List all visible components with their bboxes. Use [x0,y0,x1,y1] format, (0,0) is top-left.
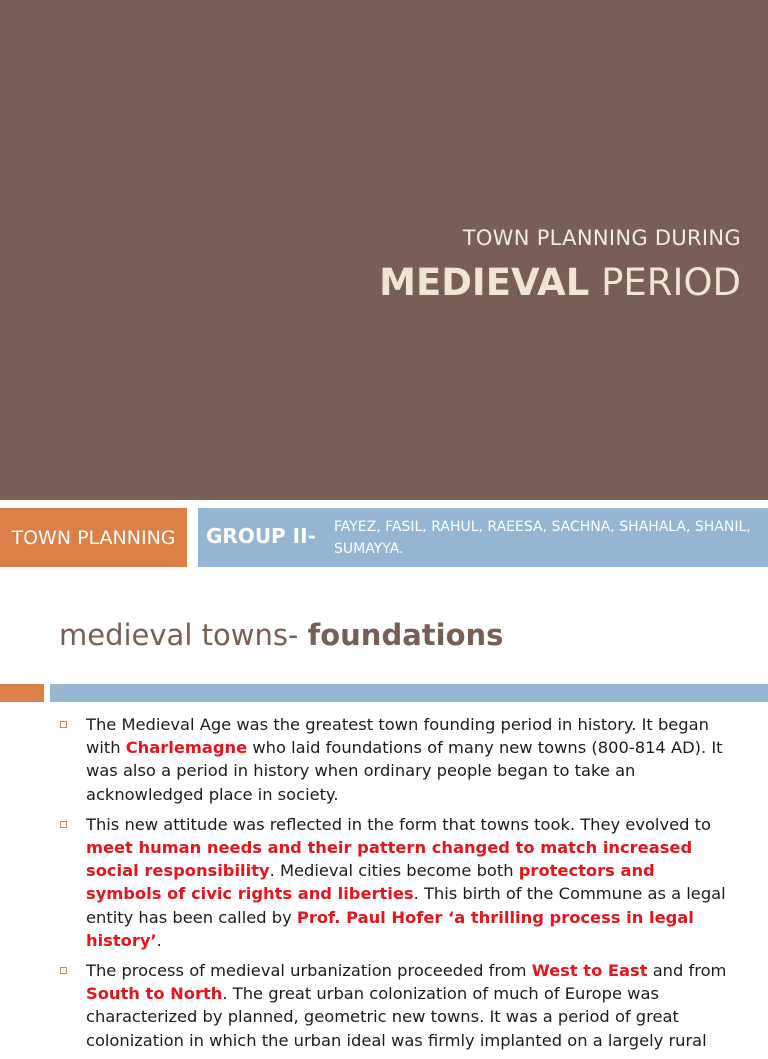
bullet-text: . The great urban colonization of much of Europe was characterized by planned, geometric new towns. It was a period of great colonization in which the urban ideal was firmly implanted on a largely rural [86,984,707,1050]
slide-title [379,261,741,304]
section-heading [59,618,503,652]
square-bullet-icon [60,967,67,974]
slide-subtitle: TOWN PLANNING DURING [462,226,741,250]
bullet-text: who laid foundations of many new towns (800-814 AD). It was also a period in history when ordinary people began to take an acknowledged place in society. [86,738,723,804]
group-label: GROUP II- [206,524,316,548]
bullet-item [0,959,768,1052]
slide-title-bold: MEDIEVAL [379,261,590,304]
bullet-text: This new attitude was reflected in the form that towns took. They evolved to [86,814,711,834]
highlighted-text: protectors and symbols of civic rights and liberties [86,861,655,904]
group-members: FAYEZ, FASIL, RAHUL, RAEESA, SACHNA, SHAHALA, SHANIL, SUMAYYA. [334,519,751,557]
highlighted-text: West to East [531,961,648,981]
square-bullet-icon [60,821,67,828]
bullet-text: The process of medieval urbanization proceeded from [86,961,532,981]
course-band [0,508,187,567]
course-label: TOWN PLANNING [11,526,176,549]
slide-title-rest: PERIOD [589,261,741,304]
bullet-text: . This birth of the Commune as a legal entity has been called by [86,884,726,927]
section-heading-regular: medieval towns- [59,618,308,652]
bullet-item [0,713,768,806]
group-band [198,508,768,567]
bullet-text: . Medieval cities become both [269,861,519,881]
highlighted-text: Charlemagne [125,738,248,758]
square-bullet-icon [60,721,67,728]
highlighted-text: Prof. Paul Hofer ‘a thrilling process in legal history’ [86,907,694,950]
highlighted-text: South to North [86,984,223,1004]
section-heading-bold: foundations [307,618,504,652]
bullet-list [0,713,768,1059]
highlighted-text: meet human needs and their pattern changed to match increased social responsibility [86,838,693,881]
bullet-text: The Medieval Age was the greatest town founding period in history. It began with [86,715,709,758]
bullet-item [0,813,768,952]
bullet-text: and from [647,961,727,981]
bullet-text: . [156,930,162,950]
divider-blue [50,684,768,702]
title-slide-background [0,0,768,500]
divider-orange [0,684,44,702]
